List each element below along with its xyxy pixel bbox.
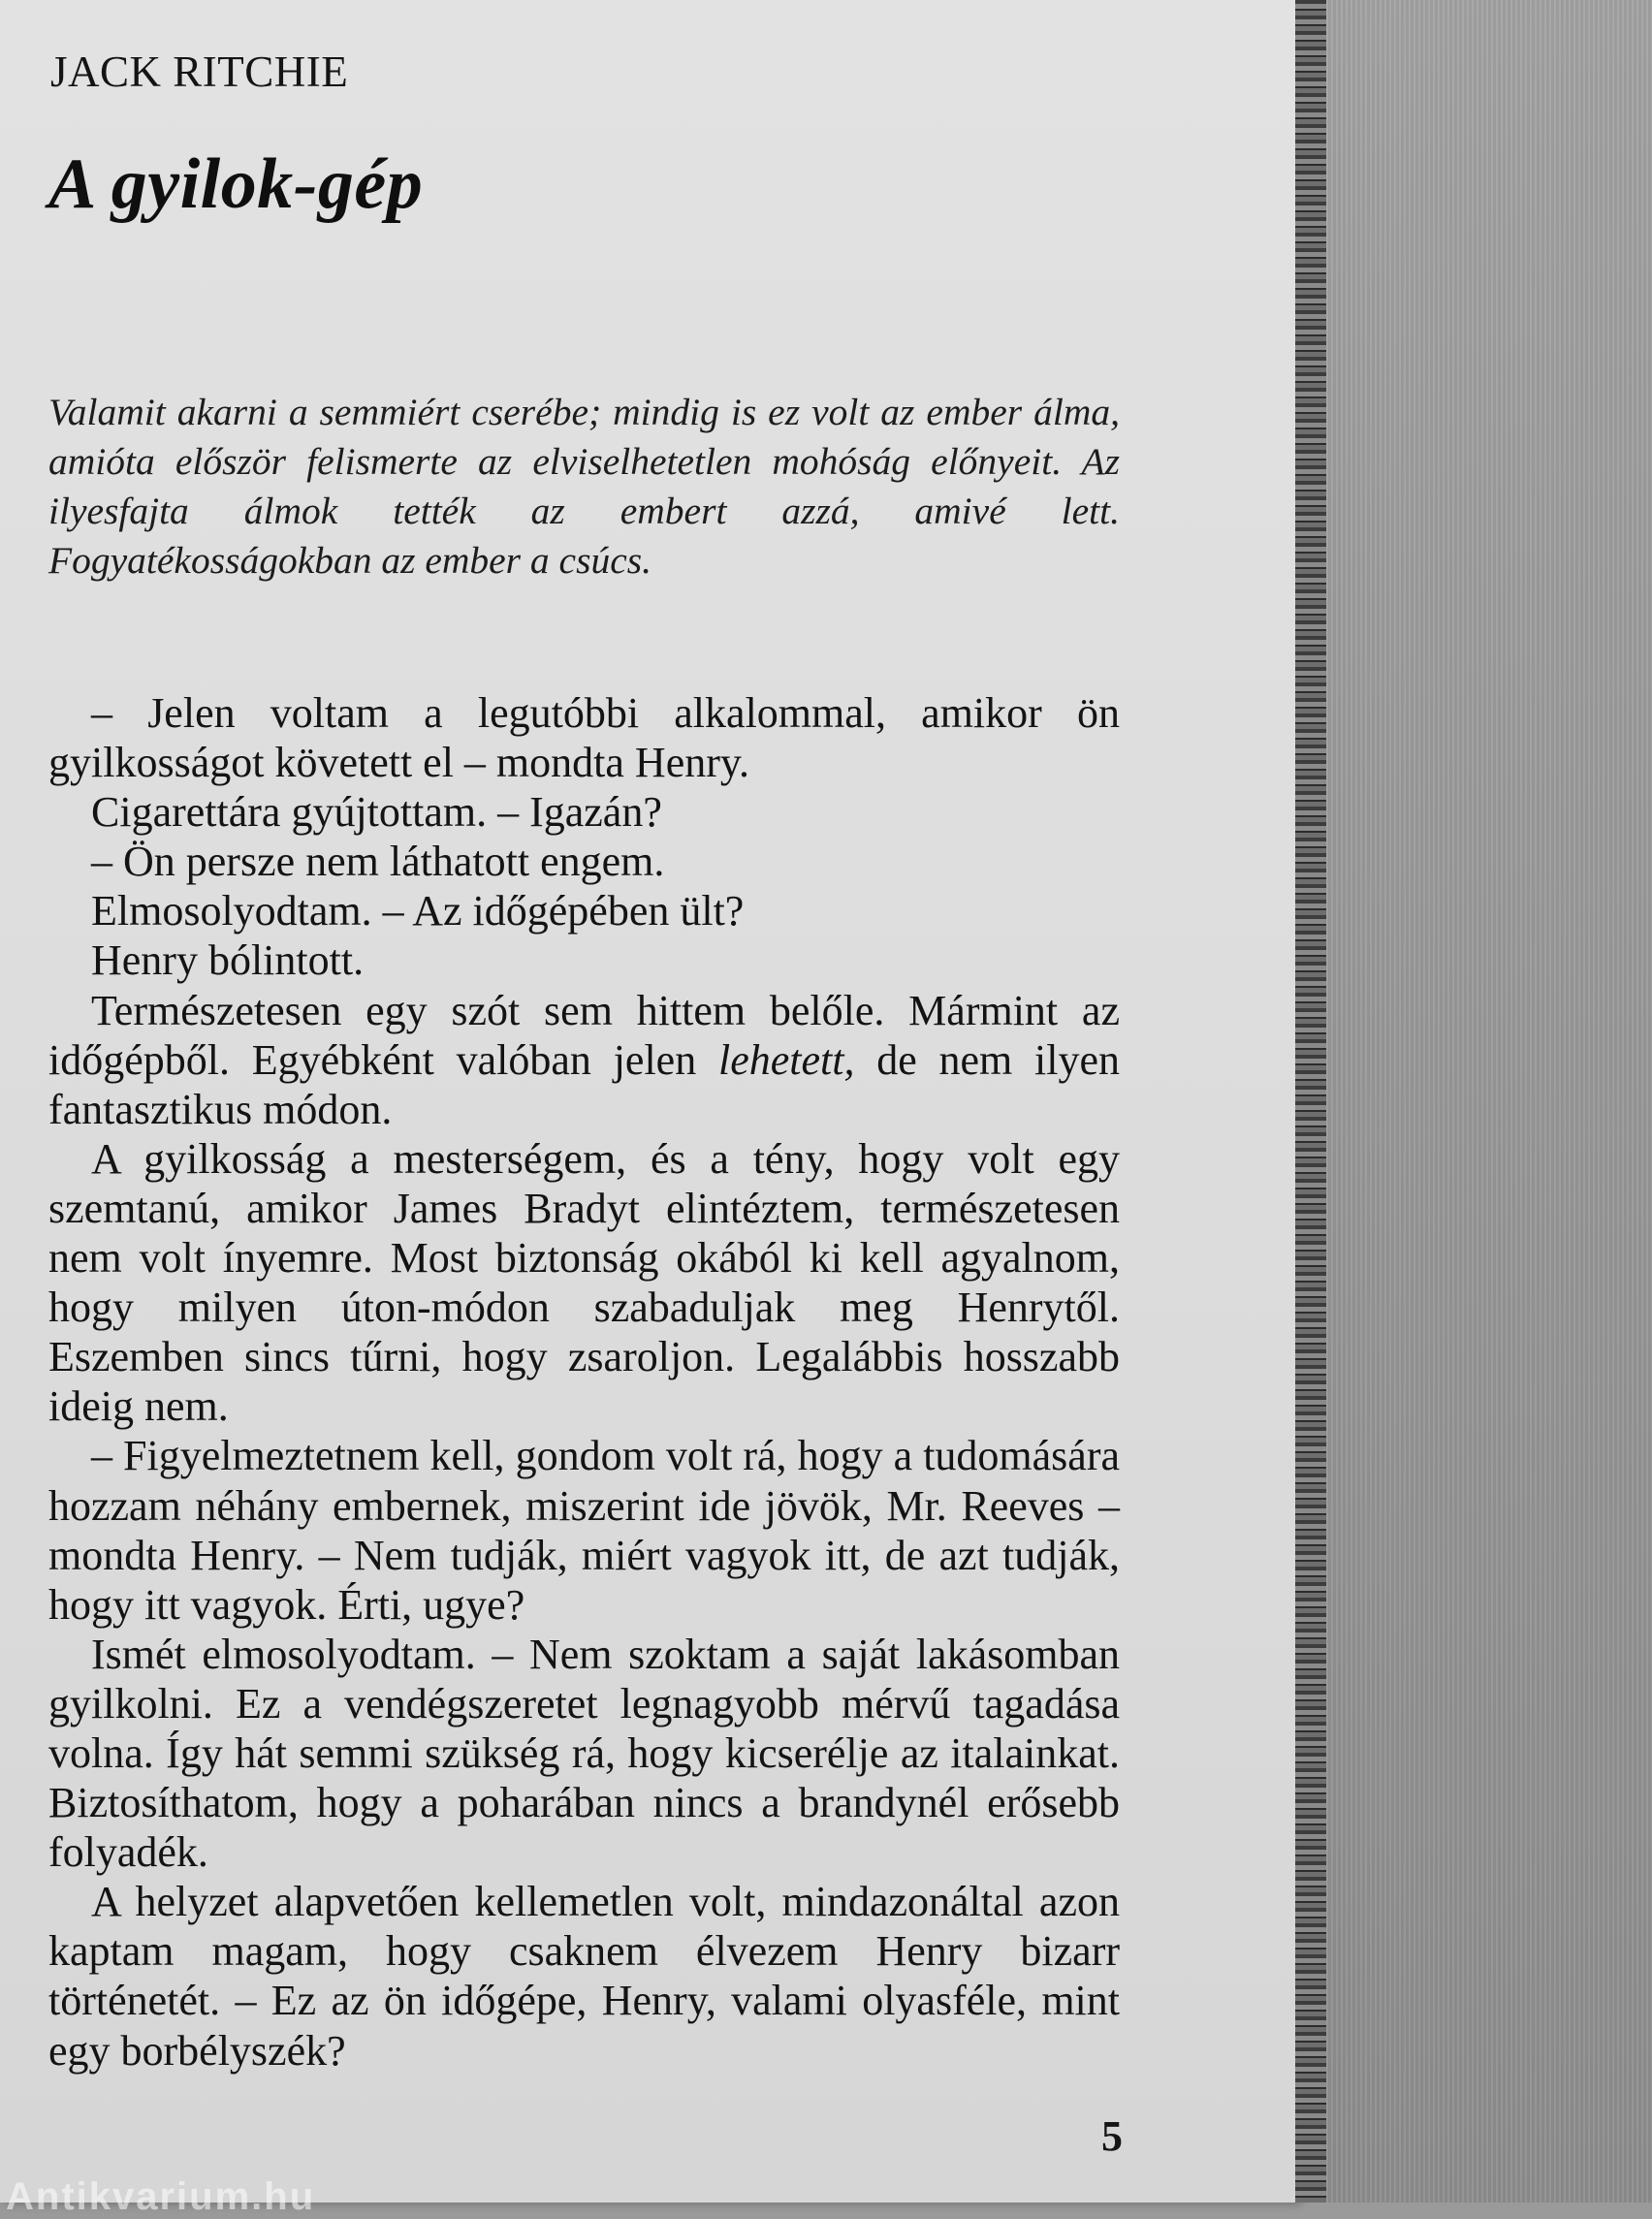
paragraph: Cigarettára gyújtottam. – Igazán? [91, 788, 662, 837]
paragraph [48, 986, 1120, 1134]
paragraph: Ismét elmosolyodtam. – Nem szoktam a saját lakásomban gyilkolni. Ez a vendégszeretet legnagyobb mérvű tagadása volna. Így hát semmi szükség rá, hogy kicserélje az italainkat. Biztosíthatom, hogy a poharában nincs a brandynél erősebb folyadék. [48, 1630, 1120, 1877]
background-surface [1326, 0, 1652, 2203]
intro-epigraph: Valamit akarni a semmiért cserébe; mindig is ez volt az ember álma, amióta először felismerte az elviselhetetlen mohóság előnyeit. Az ilyesfajta álmok tették az embert azzá, amivé lett. Fogyatékosságokban az ember a csúcs. [48, 391, 1120, 582]
paragraph-text: Természetesen egy szót sem hittem belőle. Mármint az időgépből. Egyébként valóban jelen [48, 986, 1120, 1084]
page-number: 5 [1101, 2112, 1123, 2160]
book-spine-edge [1295, 0, 1326, 2203]
paragraph: A gyilkosság a mesterségem, és a tény, hogy volt egy szemtanú, amikor James Bradyt elintéztem, természetesen nem volt ínyemre. Most biztonság okából ki kell agyalnom, hogy milyen úton-módon szabaduljak meg Henrytől. Eszemben sincs tűrni, hogy zsaroljon. Legalábbis hosszabb ideig nem. [48, 1134, 1120, 1431]
italic-emphasis: lehetett, [717, 1035, 855, 1084]
paragraph: – Jelen voltam a legutóbbi alkalommal, amikor ön gyilkosságot követett el – mondta Henry. [48, 689, 1120, 787]
paragraph-text: de nem ilyen fantasztikus módon. [48, 1035, 1121, 1133]
paragraph: – Figyelmeztetnem kell, gondom volt rá, hogy a tudomására hozzam néhány embernek, miszerint ide jövök, Mr. Reeves – mondta Henry. – Nem tudják, miért vagyok itt, de azt tudják, hogy itt vagyok. Érti, ugye? [48, 1432, 1120, 1629]
paragraph: A helyzet alapvetően kellemetlen volt, mindazonáltal azon kaptam magam, hogy csaknem élvezem Henry bizarr történetét. – Ez az ön időgépe, Henry, valami olyasféle, mint egy borbélyszék? [48, 1878, 1120, 2075]
story-title: A gyilok-gép [48, 144, 424, 224]
paragraph: – Ön persze nem láthatott engem. [91, 838, 665, 886]
author-name: JACK RITCHIE [50, 48, 349, 96]
paragraph: Elmosolyodtam. – Az időgépében ült? [91, 887, 745, 935]
paragraph: Henry bólintott. [91, 936, 365, 985]
watermark: Antikvarium.hu [6, 2175, 316, 2218]
story-body [48, 688, 1120, 2076]
